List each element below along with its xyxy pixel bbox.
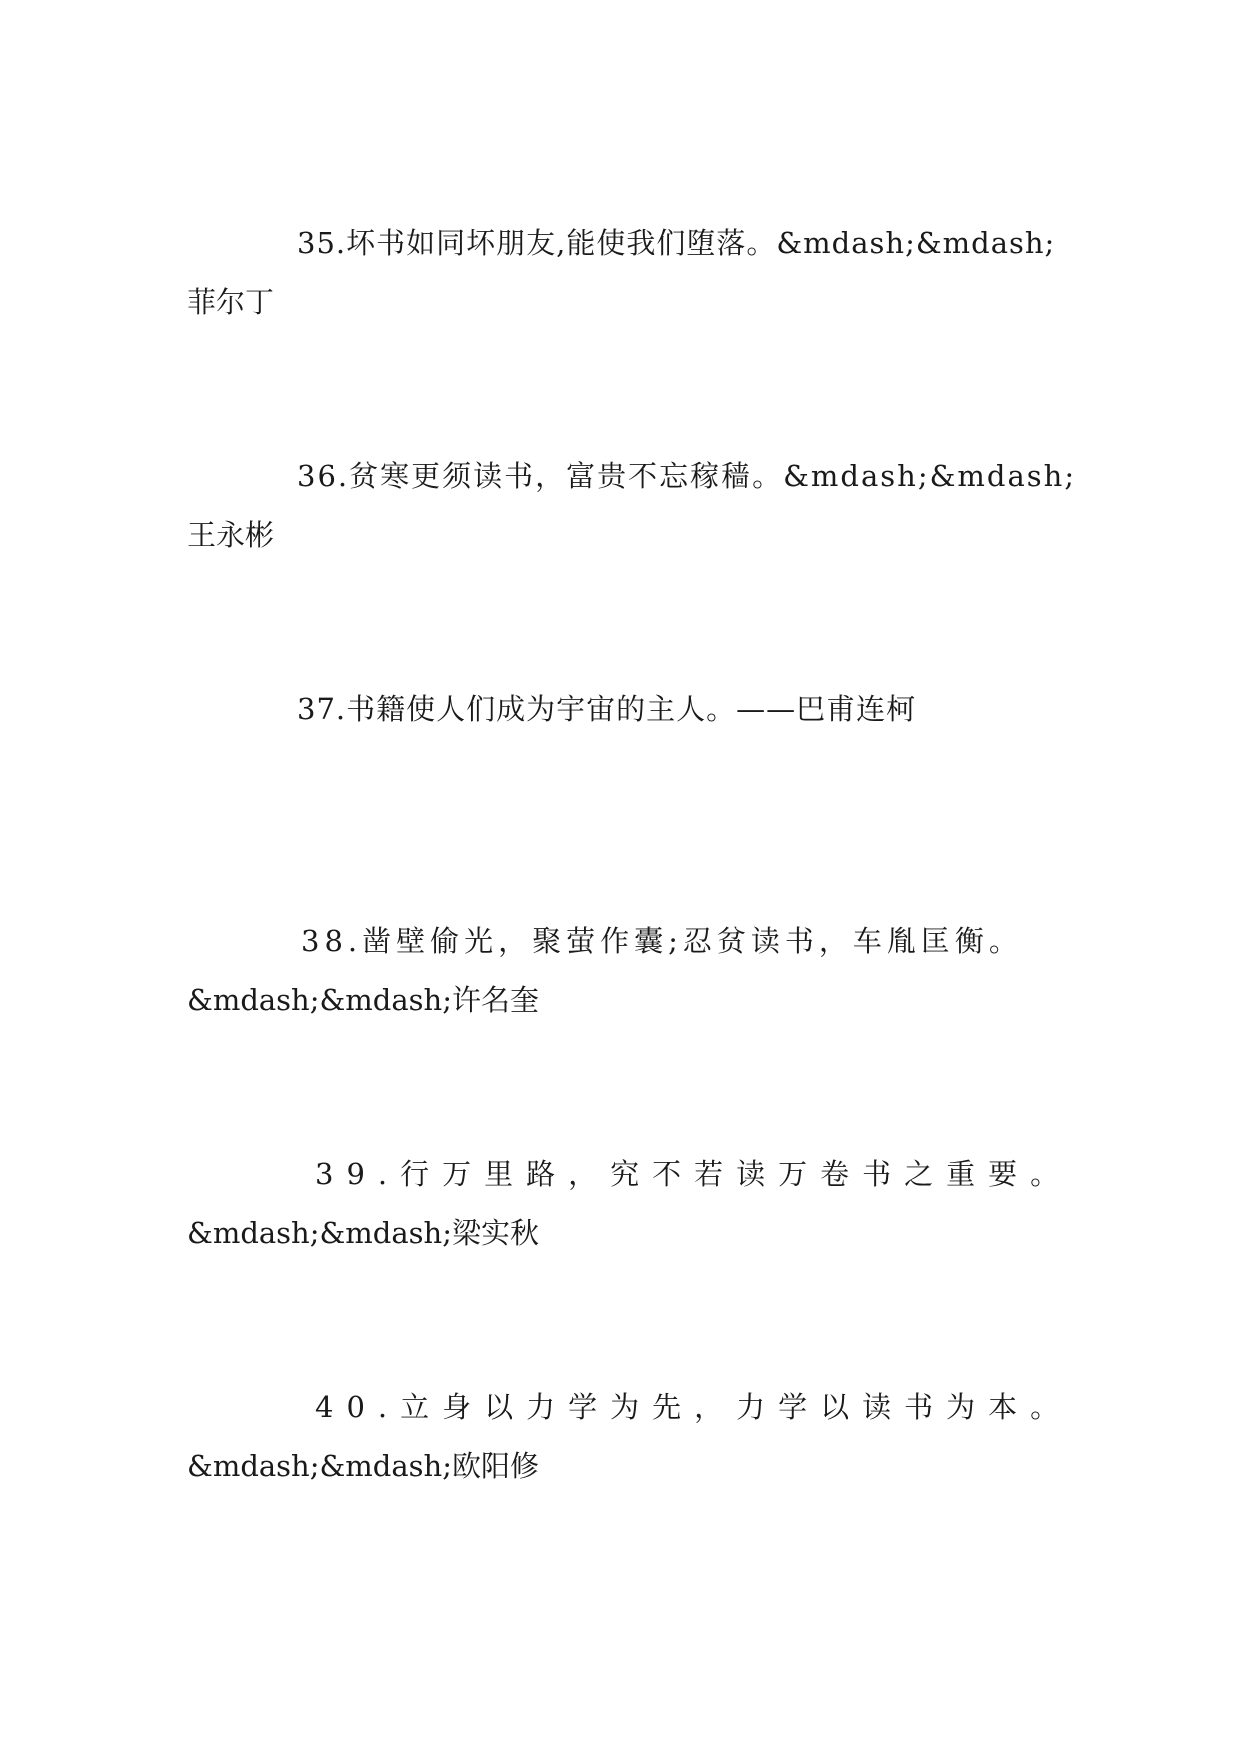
quote-text: 40.立身以力学为先，力学以读书为本。 <box>315 1390 1073 1424</box>
quote-text: 39.行万里路，究不若读万卷书之重要。 <box>315 1157 1073 1191</box>
quote-text: 35.坏书如同坏朋友,能使我们堕落。&mdash;&mdash; <box>297 226 1056 260</box>
quote-author: &mdash;&mdash;许名奎 <box>187 983 539 1017</box>
quote-text: 36.贫寒更须读书，富贵不忘稼穑。&mdash;&mdash; <box>297 459 1077 493</box>
quote-36 <box>187 447 1077 565</box>
quote-39 <box>187 1145 1073 1263</box>
quote-text: 37.书籍使人们成为宇宙的主人。——巴甫连柯 <box>297 692 917 726</box>
quote-37 <box>187 680 1042 739</box>
quote-text: 38.凿壁偷光，聚萤作囊;忍贫读书，车胤匡衡。 <box>301 924 1023 958</box>
quote-author: 王永彬 <box>187 518 275 552</box>
quote-author: &mdash;&mdash;梁实秋 <box>187 1216 539 1250</box>
quote-author: 菲尔丁 <box>187 285 275 319</box>
quote-38 <box>187 912 1042 1030</box>
quote-author: &mdash;&mdash;欧阳修 <box>187 1449 539 1483</box>
quote-35 <box>187 214 1056 332</box>
quote-40 <box>187 1378 1073 1496</box>
